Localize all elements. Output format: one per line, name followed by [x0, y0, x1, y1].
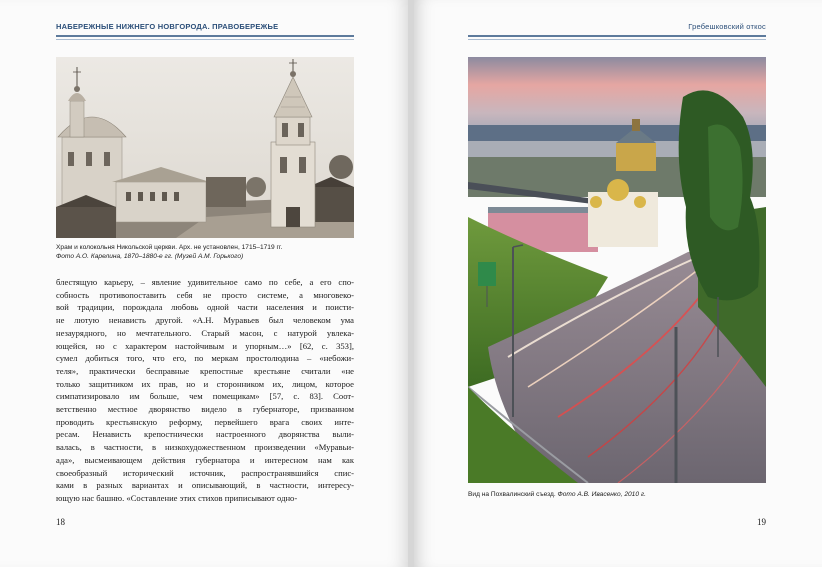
body-line: проводить крестьянскую реформу, первейшего врага своих инте- — [56, 416, 354, 427]
caption-credit — [56, 252, 354, 261]
body-line: своеобразный исторический источник, распространявшийся спис- — [56, 467, 354, 478]
body-line: ресам. Ненависть крепостнически настроенного дворянства выли- — [56, 429, 354, 440]
photo-caption-left — [56, 243, 354, 261]
header-rule — [468, 35, 766, 37]
body-line: валась, в частности, в низкохудожественном произведении «Муравьи- — [56, 442, 354, 453]
body-line: ками в разных вариантах и описывающий, в частности, интересу- — [56, 480, 354, 491]
body-text — [56, 276, 354, 505]
body-line: симпатизировало им больше, чем помещикам» [57, с. 83]. Соот- — [56, 391, 354, 402]
body-line: ветственно местное дворянство видело в губернаторе, призванном — [56, 404, 354, 415]
body-line: блестящую карьеру, – явление удивительное само по себе, а его спо- — [56, 277, 354, 287]
running-head-right: Гребешковский откос — [688, 22, 766, 31]
body-line: собность противопоставить себя не просто системе, а многовеко- — [56, 289, 354, 300]
body-line: теля», практически бесправные крепостные крестьяне считали «не — [56, 365, 354, 376]
photo-caption-right — [468, 490, 766, 499]
body-line: ющую нас башню. «Составление этих стихов приписывают одно- — [56, 492, 298, 503]
header-rule-thin — [468, 39, 766, 40]
running-head-left: НАБЕРЕЖНЫЕ НИЖНЕГО НОВГОРОДА. ПРАВОБЕРЕЖЬЕ — [56, 22, 279, 31]
body-line: незаурядного, но мечтательного. Старый масон, с натурой увлека- — [56, 327, 354, 338]
right-page — [414, 0, 822, 567]
header-rule — [56, 35, 354, 37]
caption-credit: Фото А.В. Ивасенко, 2010 г. — [557, 491, 646, 498]
page-number-right: 19 — [757, 517, 766, 527]
caption-credit-photographer: Фото А.О. Карелина, 1870–1880-е гг. — [56, 253, 173, 260]
evening-road-photo — [468, 57, 766, 483]
body-line: только защитником их прав, но и сторонником их, лицом, которое — [56, 378, 354, 389]
body-line: сумел добиться того, что его, по меркам простолюдина – «небожи- — [56, 353, 354, 364]
body-line: ющейся, но с характером настойчивым и упорным…» [62, с. 353], — [56, 340, 354, 351]
header-rule-thin — [56, 39, 354, 40]
body-line: ада», высмеивающем действия губернатора и интересном нам как — [56, 454, 354, 465]
caption-credit-source: (Музей А.М. Горького) — [172, 253, 244, 260]
body-line: вой традиции, порождала любовь одной части населения и поисти- — [56, 302, 354, 313]
left-page — [0, 0, 408, 567]
caption-title: Вид на Похвалинский съезд. — [468, 491, 558, 498]
caption-title: Храм и колокольня Никольской церкви. Арх. не установлен, 1715–1719 гг. — [56, 244, 283, 251]
historical-church-photo — [56, 57, 354, 238]
page-number-left: 18 — [56, 517, 65, 527]
body-line: не лютую ненависть другой. «А.Н. Муравьев был человеком ума — [56, 315, 354, 326]
